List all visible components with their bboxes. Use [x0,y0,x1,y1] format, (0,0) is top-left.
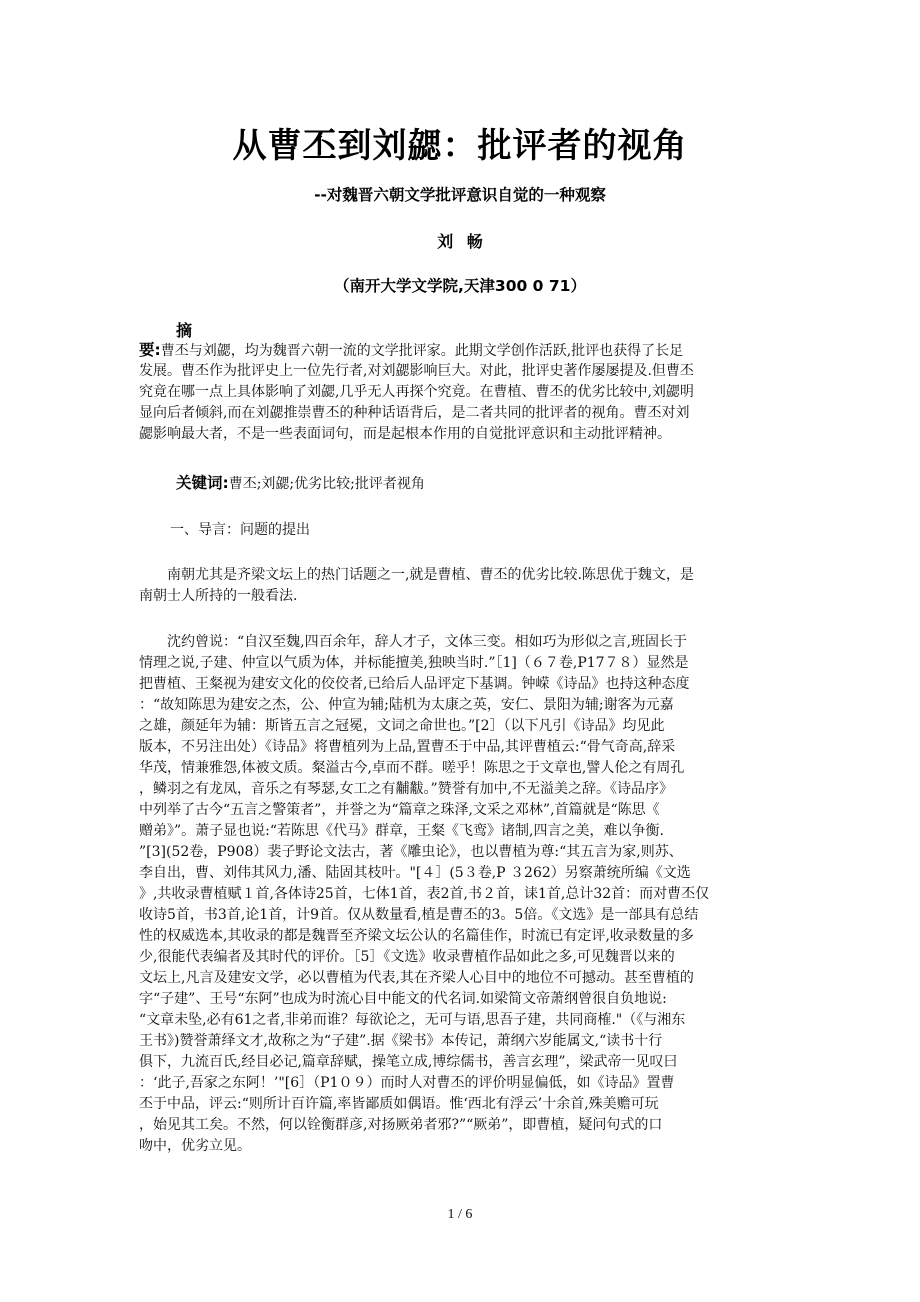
abstract-heading: 摘 [176,321,193,340]
page-indicator: 1 / 6 [447,1207,473,1222]
paragraph-line: 华茂，情兼雅怨,体被文质。粲溢古今,卓而不群。嗟乎！陈思之于文章也,譬人伦之有周孔 [139,760,685,776]
paragraph-line: ，鳞羽之有龙凤，音乐之有琴瑟,女工之有黼黻。”赞誉有加中,不无溢美之辞。《诗品序》 [139,781,674,797]
paragraph-line: 之雄，颜延年为辅：斯皆五言之冠冕，文词之命世也。”[2］（以下凡引《诗品》均见此 [139,718,665,734]
paragraph-line: 赠弟》”。萧子显也说:“若陈思《代马》群章，王粲《飞鸾》诸制,四言之美，难以争衡. [139,823,664,839]
abstract-block [139,340,784,445]
paragraph-line: “文章未坠,必有61之者,非弟而谁？每欲论之，无可与语,思吾子建，共同商榷."（《与湘东 [139,1012,686,1028]
abstract-line: 勰影响最大者，不是一些表面词句，而是起根本作用的自觉批评意识和主动批评精神。 [139,426,671,442]
paragraph-line: 南朝士人所持的一般看法. [139,588,298,604]
keywords [176,473,425,495]
paragraph-line: 俱下，九流百氏,经目必记,篇章辞赋，操笔立成,博综儒书，善言玄理”，梁武帝一见叹曰 [139,1054,678,1070]
abstract-label: 要: [139,341,161,359]
abstract-line: 要:曹丕与刘勰，均为魏晋六朝一流的文学批评家。此期文学创作活跃,批评也获得了长足 [139,341,684,359]
paragraph-line: 王书》)赞誉萧绎文才,故称之为“子建”.据《梁书》本传记，萧纲六岁能属文,“读书十行 [139,1033,663,1049]
paragraph-line: 版本，不另注出处）《诗品》将曹植列为上品,置曹丕于中品,其评曹植云:“骨气奇高,辞采 [139,739,676,755]
paragraph-line: 文坛上,凡言及建安文学，必以曹植为代表,其在齐梁人心目中的地位不可撼动。甚至曹植的 [139,970,694,986]
author-affiliation: （南开大学文学院,天津300 0 71） [334,277,586,295]
paragraph-line: 把曹植、王粲视为建安文化的佼佼者,已给后人品评定下基调。钟嵘《诗品》也持这种态度 [139,676,690,692]
paragraph-line: ，始见其工矣。不然，何以铨衡群彦,对扬厥弟者邪?”“厥弟”，即曹植，疑问句式的口 [139,1117,663,1133]
paragraph-line: 南朝尤其是齐梁文坛上的热门话题之一,就是曹植、曹丕的优劣比较.陈思优于魏文，是 [139,567,694,583]
paragraph-line: 字“子建”、王号“东阿”也成为时流心目中能文的代名词.如梁简文帝萧纲曾很自负地说: [139,991,667,1007]
keywords-label: 关键词: [176,474,229,492]
author-name: 刘 畅 [437,232,483,251]
paragraph-line: 情理之说,子建、仲宣以气质为体，并标能擅美,独映当时.”［1]（６７卷,P17７８）显然是 [139,655,689,671]
paragraph-2 [139,632,784,1157]
paragraph-line: 中列举了古今“五言之警策者”，并誉之为“篇章之珠泽,文采之邓林”,首篇就是“陈思《 [139,802,660,818]
paragraph-line: 少,很能代表编者及其时代的评价。［5］《文选》收录曹植作品如此之多,可见魏晋以来的 [139,949,675,965]
paragraph-line: 性的权威选本,其收录的都是魏晋至齐梁文坛公认的名篇佳作，时流已有定评,收录数量的多 [139,928,694,944]
document-title: 从曹丕到刘勰：批评者的视角 [232,126,688,166]
keywords-value: 曹丕;刘勰;优劣比较;批评者视角 [228,476,425,492]
paragraph-1 [139,565,784,607]
paragraph-line: 李自出，曹、刘伟其风力,潘、陆固其枝叶。"[４］(5３卷,P ３262）另察萧统所编《文选 [139,865,691,881]
paragraph-line: 收诗5首，书3首,论1首，计9首。仅从数量看,植是曹丕的3。5倍。《文选》是一部具有总结 [139,907,699,923]
paragraph-line: ：“故知陈思为建安之杰，公、仲宣为辅;陆机为太康之英，安仁、景阳为辅;谢客为元嘉 [139,697,674,713]
abstract-line: 显向后者倾斜,而在刘勰推崇曹丕的种种话语背后，是二者共同的批评者的视角。曹丕对刘 [139,405,690,421]
section-heading: 一、导言：问题的提出 [170,522,310,538]
paragraph-line: 》,共收录曹植赋１首,各体诗25首，七体1首，表2首,书２首，诔1首,总计32首：而对曹丕仅 [139,886,710,902]
abstract-line: 究竟在哪一点上具体影响了刘勰,几乎无人再探个究竟。在曹植、曹丕的优劣比较中,刘勰明 [139,384,694,400]
paragraph-line: 丕于中品，评云:“则所计百许篇,率皆鄙质如偶语。惟‘西北有浮云’十余首,殊美赡可玩 [139,1096,659,1112]
abstract-line: 发展。曹丕作为批评史上一位先行者,对刘勰影响巨大。对此，批评史著作屡屡提及.但曹丕 [139,363,694,379]
document-subtitle: --对魏晋六朝文学批评意识自觉的一种观察 [314,186,606,204]
paragraph-line: 沈约曾说：“自汉至魏,四百余年，辞人才子，文体三变。相如巧为形似之言,班固长于 [139,634,688,650]
paragraph-line: 吻中，优劣立见。 [139,1138,251,1154]
paragraph-line: ”[3](52卷，P908）裴子野论文法古，著《雕虫论》，也以曹植为尊:“其五言为家,则苏、 [139,844,683,860]
paragraph-line: ：‘此子,吾家之东阿！’"[6］（P1０９）而时人对曹丕的评价明显偏低，如《诗品》置曹 [139,1075,675,1091]
